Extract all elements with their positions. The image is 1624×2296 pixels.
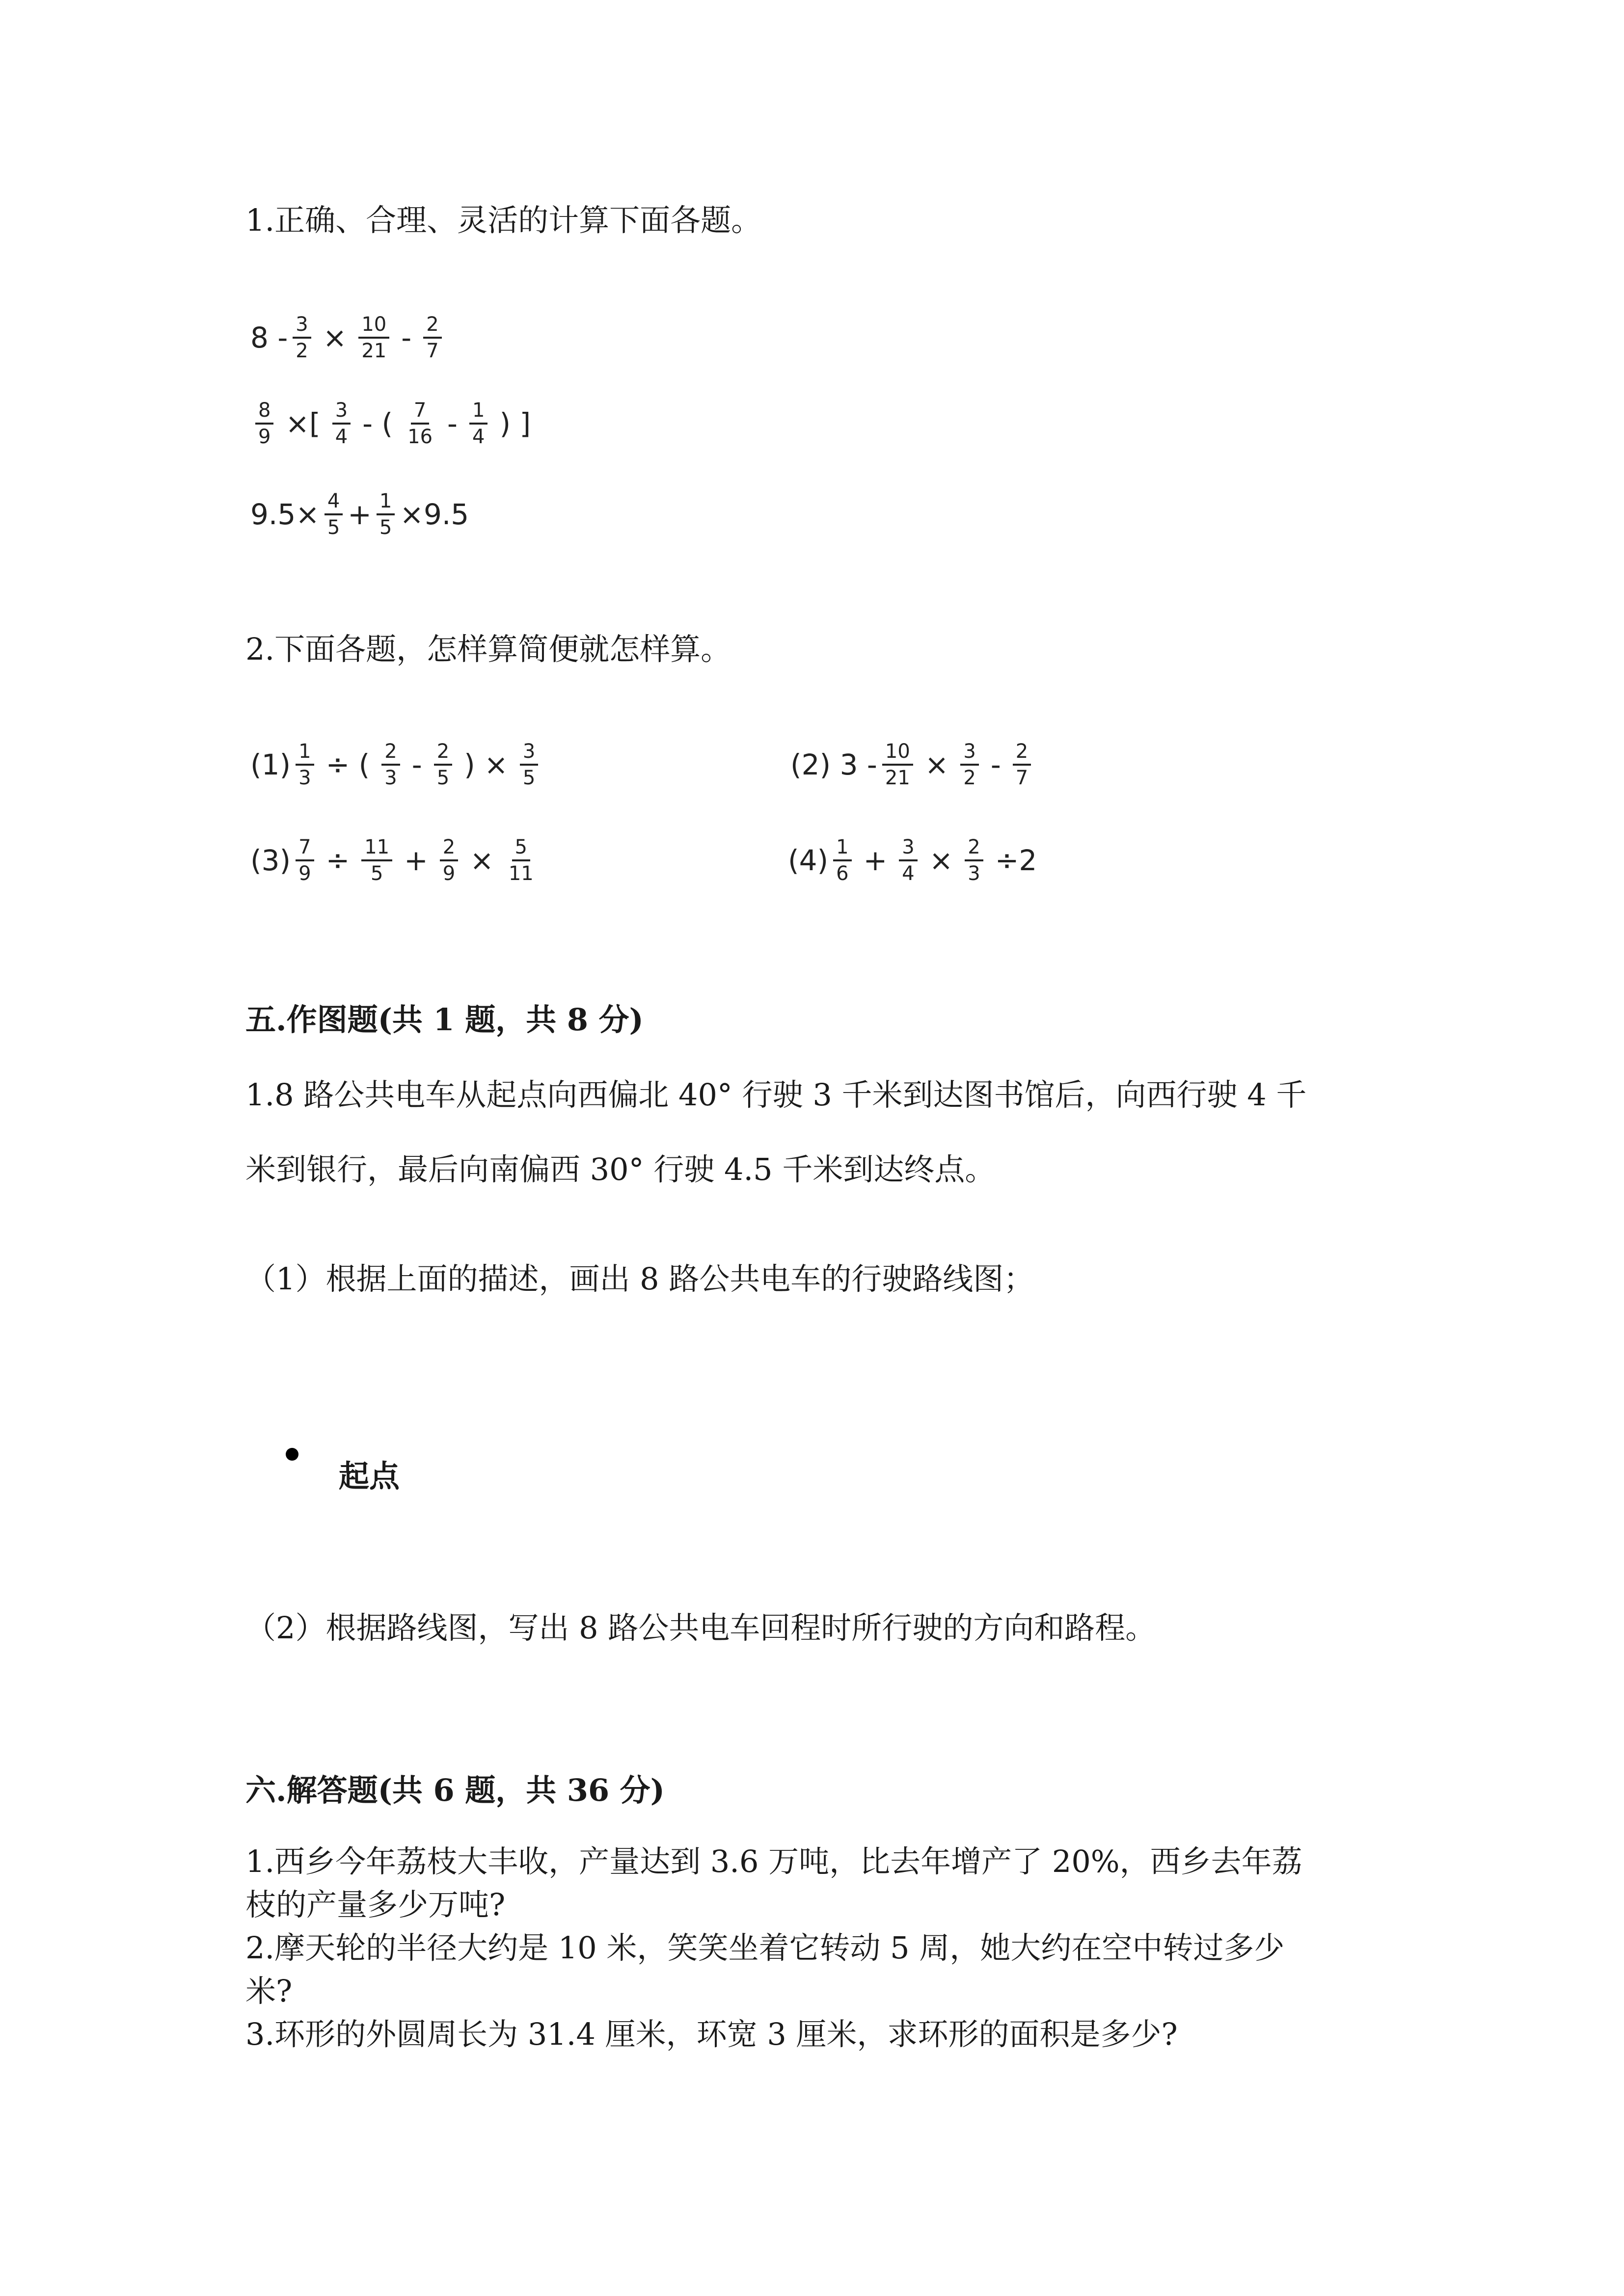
fraction: $\frac{2}{7}$ bbox=[1013, 741, 1031, 788]
fraction: $\frac{3}{2}$ bbox=[293, 314, 311, 361]
problem-text: 1.8 路公共电车从起点向西偏北 40° 行驶 3 千米到达图书馆后，向西行驶 4 千 bbox=[245, 1077, 1307, 1113]
operator: - bbox=[411, 748, 422, 781]
fraction: $\frac{1}{5}$ bbox=[377, 491, 395, 538]
problem-3 bbox=[250, 837, 541, 884]
section-heading: 六.解答题(共 6 题，共 36 分) bbox=[245, 1772, 665, 1808]
problem-label: (4) bbox=[788, 844, 829, 877]
question-title: 2.下面各题，怎样算简便就怎样算。 bbox=[245, 631, 731, 667]
start-point-label: 起点 bbox=[339, 1458, 400, 1494]
operator: ÷ bbox=[325, 844, 350, 877]
fraction: $\frac{1}{3}$ bbox=[296, 741, 314, 788]
fraction: $\frac{1}{6}$ bbox=[833, 837, 851, 884]
operator: ÷2 bbox=[995, 844, 1037, 877]
operator: ) ] bbox=[499, 407, 531, 440]
problem-4 bbox=[788, 837, 1044, 884]
fraction: $\frac{3}{4}$ bbox=[332, 400, 351, 447]
sub-question: （1）根据上面的描述，画出 8 路公共电车的行驶路线图； bbox=[245, 1261, 1034, 1297]
fraction: $\frac{2}{9}$ bbox=[440, 837, 458, 884]
fraction: $\frac{5}{11}$ bbox=[508, 836, 534, 885]
problem-label: (1) bbox=[250, 748, 291, 781]
problem-label: (3) bbox=[250, 844, 291, 877]
problem-1 bbox=[250, 741, 543, 788]
fraction: $\frac{10}{21}$ bbox=[882, 741, 913, 788]
operator: × bbox=[929, 844, 953, 877]
problem-text: 枝的产量多少万吨? bbox=[245, 1887, 506, 1922]
operator: 9.5× bbox=[250, 498, 320, 531]
problem-2 bbox=[790, 741, 1036, 788]
expression-3 bbox=[250, 491, 469, 538]
operator: × bbox=[470, 844, 494, 877]
expression-2 bbox=[250, 400, 538, 447]
problem-label: (2) 3 - bbox=[790, 748, 877, 781]
section-heading: 五.作图题(共 1 题，共 8 分) bbox=[245, 1002, 644, 1038]
fraction: $\frac{3}{4}$ bbox=[899, 837, 917, 884]
fraction: $\frac{7}{16}$ bbox=[407, 399, 433, 448]
fraction: $\frac{4}{5}$ bbox=[325, 491, 343, 538]
sub-question: （2）根据路线图，写出 8 路公共电车回程时所行驶的方向和路程。 bbox=[245, 1610, 1156, 1646]
operator: ÷ ( bbox=[325, 748, 370, 781]
fraction: $\frac{8}{9}$ bbox=[255, 400, 273, 447]
operator: - bbox=[990, 748, 1001, 781]
operator: 8 - bbox=[250, 321, 288, 354]
fraction: $\frac{2}{5}$ bbox=[434, 741, 452, 788]
fraction: $\frac{2}{7}$ bbox=[423, 314, 441, 361]
operator: × bbox=[323, 321, 347, 354]
start-point-dot bbox=[286, 1448, 298, 1461]
fraction: $\frac{7}{9}$ bbox=[296, 837, 314, 884]
operator: + bbox=[404, 844, 428, 877]
operator: - bbox=[447, 407, 458, 440]
problem-text: 3.环形的外圆周长为 31.4 厘米，环宽 3 厘米，求环形的面积是多少? bbox=[245, 2016, 1178, 2052]
operator: ×[ bbox=[285, 407, 321, 440]
expression-1 bbox=[250, 314, 447, 361]
fraction: $\frac{3}{2}$ bbox=[960, 741, 978, 788]
operator: + bbox=[863, 844, 888, 877]
operator: ) × bbox=[464, 748, 508, 781]
fraction: $\frac{2}{3}$ bbox=[965, 837, 983, 884]
problem-text: 1.西乡今年荔枝大丰收，产量达到 3.6 万吨，比去年增产了 20%，西乡去年荔 bbox=[245, 1843, 1302, 1879]
operator: - ( bbox=[362, 407, 393, 440]
operator: - bbox=[401, 321, 412, 354]
fraction: $\frac{2}{3}$ bbox=[381, 741, 400, 788]
problem-text: 2.摩天轮的半径大约是 10 米，笑笑坐着它转动 5 周，她大约在空中转过多少 bbox=[245, 1930, 1285, 1966]
operator: × bbox=[924, 748, 949, 781]
fraction: $\frac{1}{4}$ bbox=[469, 400, 487, 447]
problem-text: 米? bbox=[245, 1973, 293, 2009]
operator: + bbox=[348, 498, 372, 531]
problem-text: 米到银行，最后向南偏西 30° 行驶 4.5 千米到达终点。 bbox=[245, 1151, 996, 1187]
question-title: 1.正确、合理、灵活的计算下面各题。 bbox=[245, 202, 762, 238]
fraction: $\frac{10}{21}$ bbox=[358, 314, 389, 361]
fraction: $\frac{3}{5}$ bbox=[520, 741, 538, 788]
fraction: $\frac{11}{5}$ bbox=[361, 837, 392, 884]
operator: ×9.5 bbox=[400, 498, 469, 531]
